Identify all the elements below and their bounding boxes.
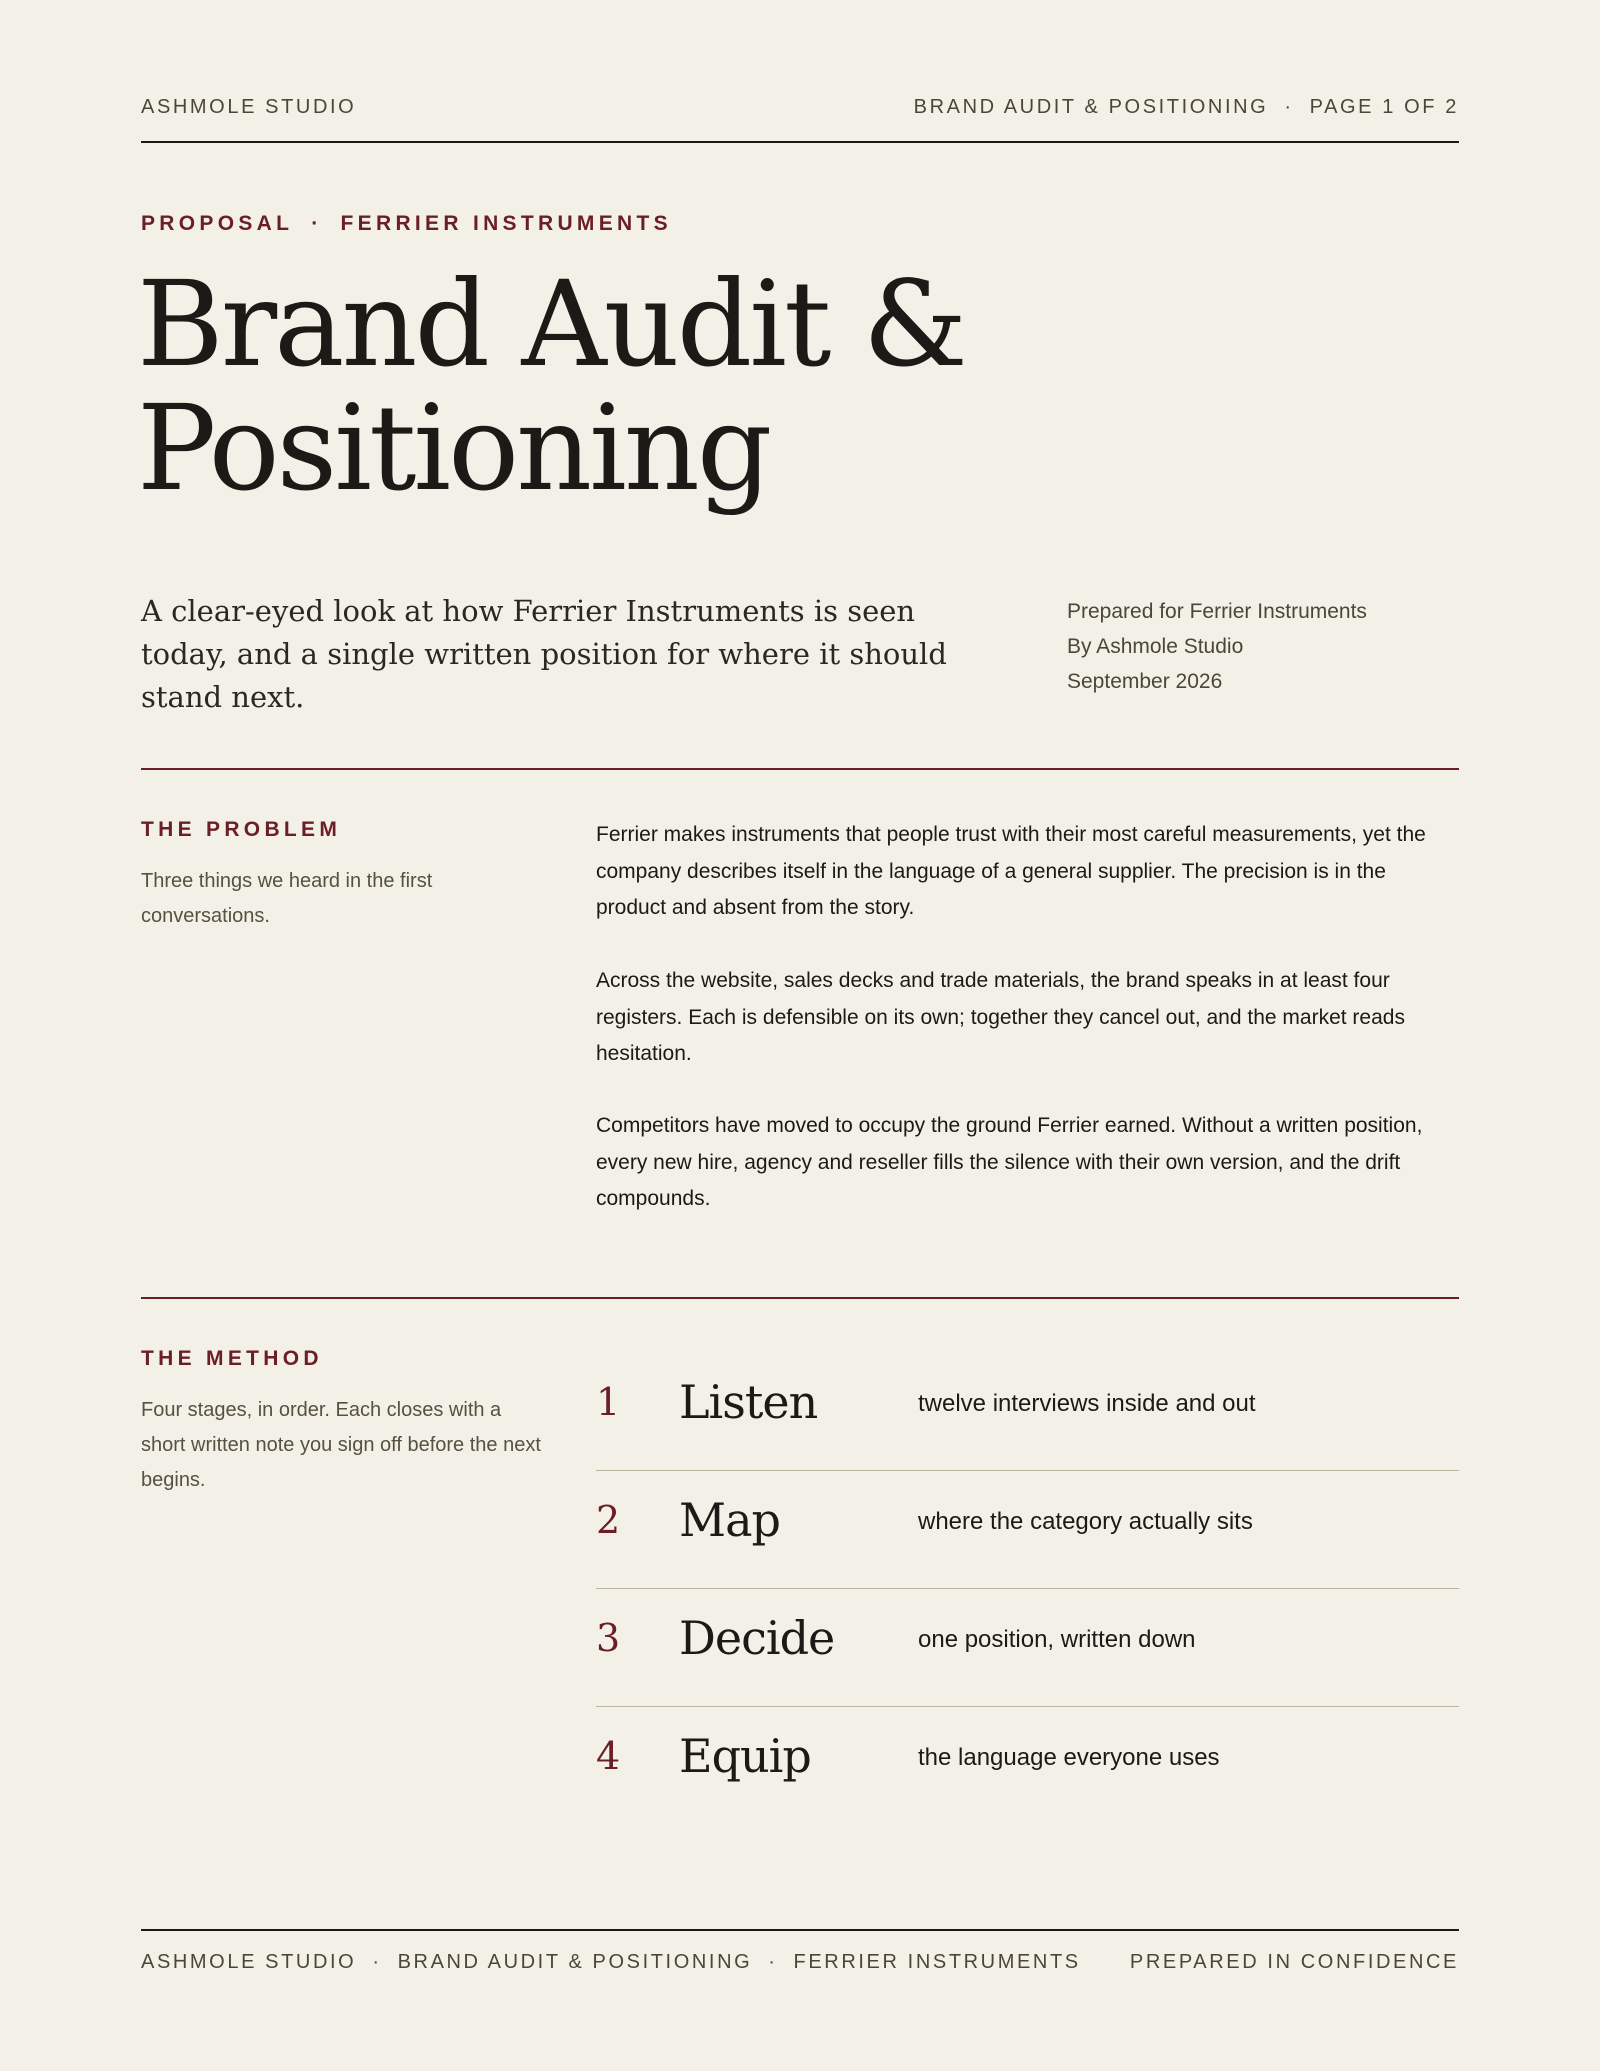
problem-section-label: THE PROBLEM [141, 818, 342, 841]
lede: A clear-eyed look at how Ferrier Instruments is seen today, and a single written position for where it should stand next. [141, 594, 947, 714]
header-meta [914, 96, 1459, 141]
eyebrow-client: FERRIER INSTRUMENTS [340, 212, 672, 235]
method-step [596, 1589, 1459, 1707]
running-header [141, 96, 1459, 143]
prepared-by: By Ashmole Studio [1067, 635, 1244, 658]
eyebrow [141, 212, 672, 236]
step-description: one position, written down [918, 1626, 1196, 1653]
page-title-line-1: Brand Audit & [137, 255, 965, 393]
header-studio-name: ASHMOLE STUDIO [141, 96, 357, 118]
eyebrow-separator: · [311, 212, 323, 235]
running-footer [141, 1929, 1459, 1974]
problem-paragraph: Competitors have moved to occupy the ground Ferrier earned. Without a written position, every new hire, agency and reseller fills the silence with their own version, and the drift compounds. [596, 1114, 1423, 1210]
method-section-label: THE METHOD [141, 1347, 323, 1370]
step-name: Decide [679, 1611, 835, 1665]
eyebrow-kind: PROPOSAL [141, 212, 294, 235]
prepared-block [1067, 594, 1367, 699]
page-title [137, 255, 965, 517]
step-name: Map [679, 1493, 780, 1547]
footer-doc-title: BRAND AUDIT & POSITIONING [397, 1951, 753, 1973]
footer-meta [141, 1951, 1081, 1974]
problem-paragraph: Across the website, sales decks and trade materials, the brand speaks in at least four registers. Each is defensible on its own; together they cancel out, and the market reads hesitation. [596, 969, 1405, 1065]
method-step [596, 1353, 1459, 1471]
step-description: the language everyone uses [918, 1744, 1220, 1771]
step-description: where the category actually sits [918, 1508, 1253, 1535]
document-page [137, 0, 1459, 2071]
method-step [596, 1707, 1459, 1824]
step-number: 3 [596, 1616, 621, 1660]
footer-separator: · [768, 1951, 778, 1973]
step-number: 4 [596, 1734, 621, 1778]
method-steps [596, 1353, 1459, 1824]
step-name: Listen [679, 1375, 818, 1429]
header-separator: · [1284, 96, 1294, 118]
section-divider [141, 1297, 1459, 1299]
footer-confidentiality: PREPARED IN CONFIDENCE [1129, 1951, 1459, 1973]
header-doc-title: BRAND AUDIT & POSITIONING [913, 96, 1269, 118]
footer-studio-name: ASHMOLE STUDIO [141, 1951, 357, 1973]
footer-client: FERRIER INSTRUMENTS [793, 1951, 1081, 1973]
step-name: Equip [679, 1729, 811, 1783]
problem-section-note: Three things we heard in the first conversations. [141, 870, 433, 927]
page-title-line-2: Positioning [137, 379, 770, 517]
step-number: 2 [596, 1498, 621, 1542]
step-number: 1 [596, 1380, 621, 1424]
prepared-date: September 2026 [1067, 670, 1223, 693]
prepared-for: Prepared for Ferrier Instruments [1067, 600, 1367, 623]
problem-paragraph: Ferrier makes instruments that people trust with their most careful measurements, yet the company describes itself in the language of a general supplier. The precision is in the product and absent from the story. [596, 823, 1426, 919]
section-divider [141, 768, 1459, 770]
step-description: twelve interviews inside and out [918, 1390, 1256, 1417]
method-step [596, 1471, 1459, 1589]
header-page-number: PAGE 1 OF 2 [1309, 96, 1459, 118]
footer-separator: · [372, 1951, 382, 1973]
method-section-note: Four stages, in order. Each closes with a short written note you sign off before the next begins. [141, 1399, 541, 1491]
